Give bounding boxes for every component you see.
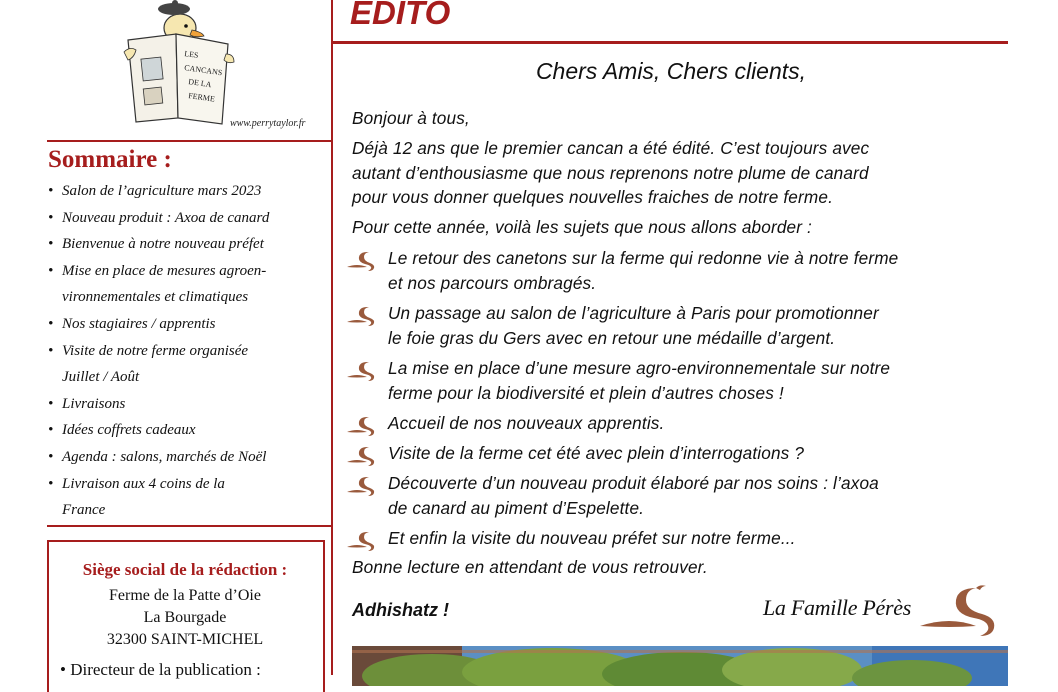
sommaire-item xyxy=(48,417,333,444)
topic-text: Accueil de nos nouveaux apprentis. xyxy=(388,413,665,433)
swan-bullet-icon xyxy=(347,445,379,467)
logo-url[interactable]: www.perrytaylor.fr xyxy=(230,118,306,129)
bullet: • xyxy=(48,236,54,253)
bullet: • xyxy=(48,475,54,492)
siege-line: Ferme de la Patte d’Oie xyxy=(109,587,261,604)
sommaire-item-label: Nouveau produit : Axoa de canard xyxy=(62,209,270,226)
topic-text: le foie gras du Gers avec en retour une médaille d’argent. xyxy=(388,327,836,348)
divider xyxy=(47,140,332,142)
svg-text:LES: LES xyxy=(183,49,200,60)
sommaire-title: Sommaire : xyxy=(48,146,172,173)
sommaire-item xyxy=(48,258,333,285)
sommaire-item xyxy=(48,338,333,365)
farm-photo xyxy=(352,646,1008,686)
edito-intro-line: autant d’enthousiasme que nous reprenons notre plume de canard xyxy=(352,162,869,183)
svg-text:FERME: FERME xyxy=(187,91,216,104)
signature: La Famille Pérès xyxy=(763,595,911,620)
sommaire-item xyxy=(48,205,333,232)
sommaire-item xyxy=(48,444,333,471)
edito-lead: Pour cette année, voilà les sujets que nous allons aborder : xyxy=(352,217,812,237)
sommaire-item xyxy=(48,391,333,418)
sommaire-item-label: Juillet / Août xyxy=(62,369,140,386)
swan-bullet-icon xyxy=(347,360,379,382)
sommaire-item-label: Idées coffrets cadeaux xyxy=(62,422,196,439)
siege-line: 32300 SAINT-MICHEL xyxy=(106,631,264,648)
svg-text:CANCANS: CANCANS xyxy=(183,63,223,78)
swan-bullet-icon xyxy=(347,415,379,437)
topic-text: Le retour des canetons sur la ferme qui redonne vie à notre ferme xyxy=(388,248,899,268)
edito-hello: Bonjour à tous, xyxy=(352,108,470,128)
sommaire-item-label: vironnementales et climatiques xyxy=(62,289,249,306)
swan-bullet-icon xyxy=(347,475,379,497)
topic-text: et nos parcours ombragés. xyxy=(388,272,597,293)
topic-text: ferme pour la biodiversité et plein d’autres choses ! xyxy=(388,382,784,403)
sommaire-item xyxy=(48,284,333,311)
adhishatz: Adhishatz ! xyxy=(352,600,449,620)
bullet: • xyxy=(48,342,54,359)
swan-signature-icon xyxy=(918,582,1010,640)
sommaire-item-label: France xyxy=(62,502,106,519)
divider xyxy=(47,525,332,527)
bullet: • xyxy=(48,183,54,199)
bullet: • xyxy=(48,315,54,332)
sommaire-item-label: Mise en place de mesures agroen- xyxy=(62,262,267,279)
edito-closing: Bonne lecture en attendant de vous retrouver. xyxy=(352,557,708,577)
siege-title: Siège social de la rédaction : xyxy=(82,560,288,579)
sommaire-item xyxy=(48,311,333,338)
topic-text: La mise en place d’une mesure agro-environnementale sur notre xyxy=(388,358,891,378)
swan-bullet-icon xyxy=(347,530,379,552)
bullet: • xyxy=(48,422,54,439)
sommaire-item xyxy=(48,364,333,391)
sommaire-item-label: Agenda : salons, marchés de Noël xyxy=(62,448,267,465)
sommaire-item xyxy=(48,178,333,205)
siege-line: La Bourgade xyxy=(143,609,227,626)
sommaire-item-label: Livraisons xyxy=(62,395,126,412)
sommaire-list xyxy=(48,178,333,524)
swan-bullet-icon xyxy=(347,305,379,327)
bullet: • xyxy=(48,395,54,412)
topic-text: Un passage au salon de l’agriculture à Paris pour promotionner xyxy=(388,303,879,323)
edito-intro-line: pour vous donner quelques nouvelles fraiches de notre ferme. xyxy=(352,187,833,207)
sommaire-item xyxy=(48,231,333,258)
sommaire-item-label: Bienvenue à notre nouveau préfet xyxy=(62,236,264,253)
title-underline xyxy=(333,41,1008,44)
topic-text: Et enfin la visite du nouveau préfet sur notre ferme... xyxy=(388,528,796,548)
swan-bullet-icon xyxy=(347,250,379,272)
topic-text: Visite de la ferme cet été avec plein d’interrogations ? xyxy=(388,443,805,463)
topic-text: Découverte d’un nouveau produit élaboré par nos soins : l’axoa xyxy=(388,473,879,493)
sommaire-item xyxy=(48,497,333,524)
bullet: • xyxy=(48,262,54,279)
topic-text: de canard au piment d’Espelette. xyxy=(388,497,645,518)
edito-greeting: Chers Amis, Chers clients, xyxy=(535,58,807,84)
sommaire-item-label: Salon de l’agriculture mars 2023 xyxy=(62,183,262,199)
cancans-logo xyxy=(118,0,240,128)
edito-intro-line: Déjà 12 ans que le premier cancan a été édité. C’est toujours avec xyxy=(352,138,870,158)
sommaire-item-label: Nos stagiaires / apprentis xyxy=(62,315,216,332)
edito-title: EDITO xyxy=(350,0,451,31)
bullet: • xyxy=(48,448,54,465)
svg-text:DE LA: DE LA xyxy=(187,77,213,90)
bullet: • xyxy=(48,209,54,226)
sommaire-item-label: Livraison aux 4 coins de la xyxy=(62,475,225,492)
sommaire-item xyxy=(48,471,333,498)
siege-partial-line: • Directeur de la publication : xyxy=(60,660,261,679)
sommaire-item-label: Visite de notre ferme organisée xyxy=(62,342,249,359)
